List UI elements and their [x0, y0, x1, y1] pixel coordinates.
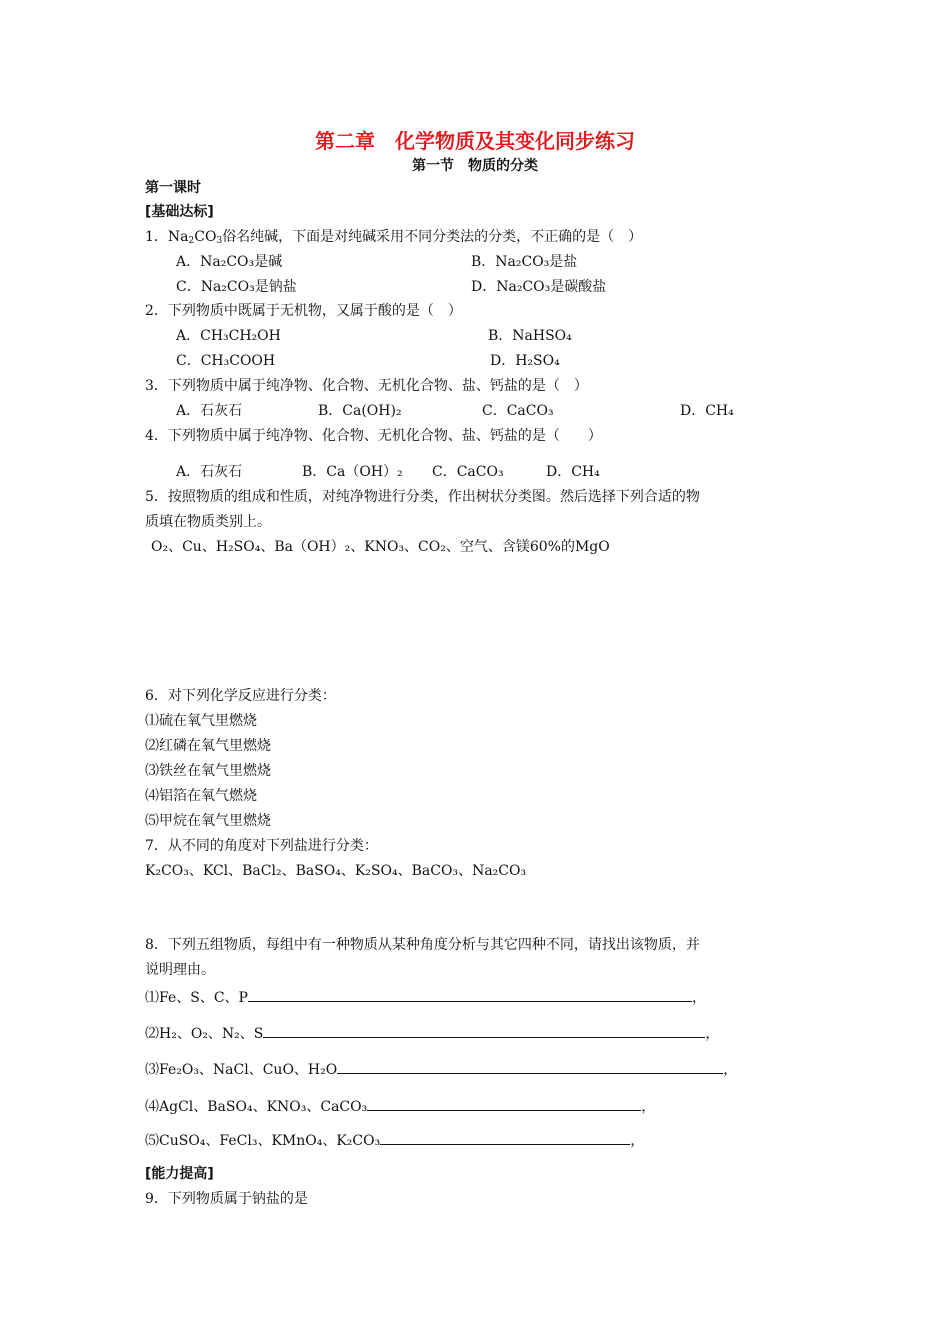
q8-item-1: ⑴Fe、S、C、P ， — [145, 987, 706, 1007]
question-9-stem: 9．下列物质属于钠盐的是 — [145, 1191, 308, 1207]
question-5-substances: O₂、Cu、H₂SO₄、Ba（OH）₂、KNO₃、CO₂、空气、含镁60%的MgO — [151, 539, 610, 555]
q2-option-b: B．NaHSO₄ — [488, 328, 572, 344]
q1-option-a: A．Na₂CO₃是碱 — [176, 254, 283, 270]
q8-item-5: ⑸CuSO₄、FeCl₃、KMnO₄、K₂CO₃ ， — [145, 1130, 644, 1150]
question-2-stem: 2．下列物质中既属于无机物，又属于酸的是（ ） — [145, 303, 462, 319]
q8-item-4: ⑷AgCl、BaSO₄、KNO₃、CaCO₃ ， — [145, 1096, 655, 1116]
q6-item: ⑸甲烷在氧气里燃烧 — [145, 813, 271, 829]
answer-blank[interactable] — [367, 1096, 641, 1111]
q4-option-a: A．石灰石 — [176, 464, 243, 480]
question-7-salts: K₂CO₃、KCl、BaCl₂、BaSO₄、K₂SO₄、BaCO₃、Na₂CO₃ — [145, 863, 527, 879]
advanced-section-label: [能力提高] — [145, 1166, 214, 1182]
q1-option-b: B．Na₂CO₃是盐 — [471, 254, 578, 270]
question-8-line-1: 8．下列五组物质，每组中有一种物质从某种角度分析与其它四种不同，请找出该物质，并 — [145, 937, 700, 953]
q2-option-a: A．CH₃CH₂OH — [176, 328, 281, 344]
answer-blank[interactable] — [263, 1023, 705, 1038]
q6-item: ⑵红磷在氧气里燃烧 — [145, 738, 271, 754]
q6-item: ⑷铝箔在氧气燃烧 — [145, 788, 257, 804]
q4-option-b: B．Ca（OH）₂ — [302, 464, 403, 480]
question-7-stem: 7．从不同的角度对下列盐进行分类： — [145, 838, 378, 854]
q1-option-c: C．Na₂CO₃是钠盐 — [176, 279, 297, 295]
q3-option-c: C．CaCO₃ — [482, 403, 554, 419]
answer-blank[interactable] — [337, 1059, 723, 1074]
q6-item: ⑶铁丝在氧气里燃烧 — [145, 763, 271, 779]
document-title: 第二章 化学物质及其变化同步练习 — [315, 129, 635, 153]
q3-option-b: B．Ca(OH)₂ — [318, 403, 402, 419]
q8-item-2: ⑵H₂、O₂、N₂、S ， — [145, 1023, 719, 1043]
section-subtitle: 第一节 物质的分类 — [412, 158, 538, 174]
q4-option-c: C．CaCO₃ — [432, 464, 504, 480]
question-1-stem: 1．$Na_2CO_3$俗名纯碱，下面是对纯碱采用不同分类法的分类，不正确的是（ ） — [145, 229, 643, 246]
question-3-stem: 3．下列物质中属于纯净物、化合物、无机化合物、盐、钙盐的是（ ） — [145, 378, 588, 394]
basic-section-label: [基础达标] — [145, 204, 214, 220]
q8-item-3: ⑶Fe₂O₃、NaCl、CuO、H₂O ， — [145, 1059, 737, 1079]
q1-option-d: D．Na₂CO₃是碳酸盐 — [471, 279, 607, 295]
q6-item: ⑴硫在氧气里燃烧 — [145, 713, 257, 729]
question-5-line-2: 质填在物质类别上。 — [145, 514, 271, 530]
q2-option-c: C．CH₃COOH — [176, 353, 276, 369]
q4-option-d: D．CH₄ — [546, 464, 600, 480]
question-4-stem: 4．下列物质中属于纯净物、化合物、无机化合物、盐、钙盐的是（ ） — [145, 428, 602, 444]
q2-option-d: D．H₂SO₄ — [490, 353, 560, 369]
answer-blank[interactable] — [248, 987, 692, 1002]
question-8-line-2: 说明理由。 — [145, 962, 215, 978]
question-5-line-1: 5．按照物质的组成和性质，对纯净物进行分类，作出树状分类图。然后选择下列合适的物 — [145, 489, 700, 505]
q3-option-d: D．CH₄ — [680, 403, 734, 419]
question-6-stem: 6．对下列化学反应进行分类： — [145, 688, 336, 704]
q3-option-a: A．石灰石 — [176, 403, 243, 419]
answer-blank[interactable] — [380, 1130, 630, 1145]
lesson-label: 第一课时 — [145, 180, 201, 196]
